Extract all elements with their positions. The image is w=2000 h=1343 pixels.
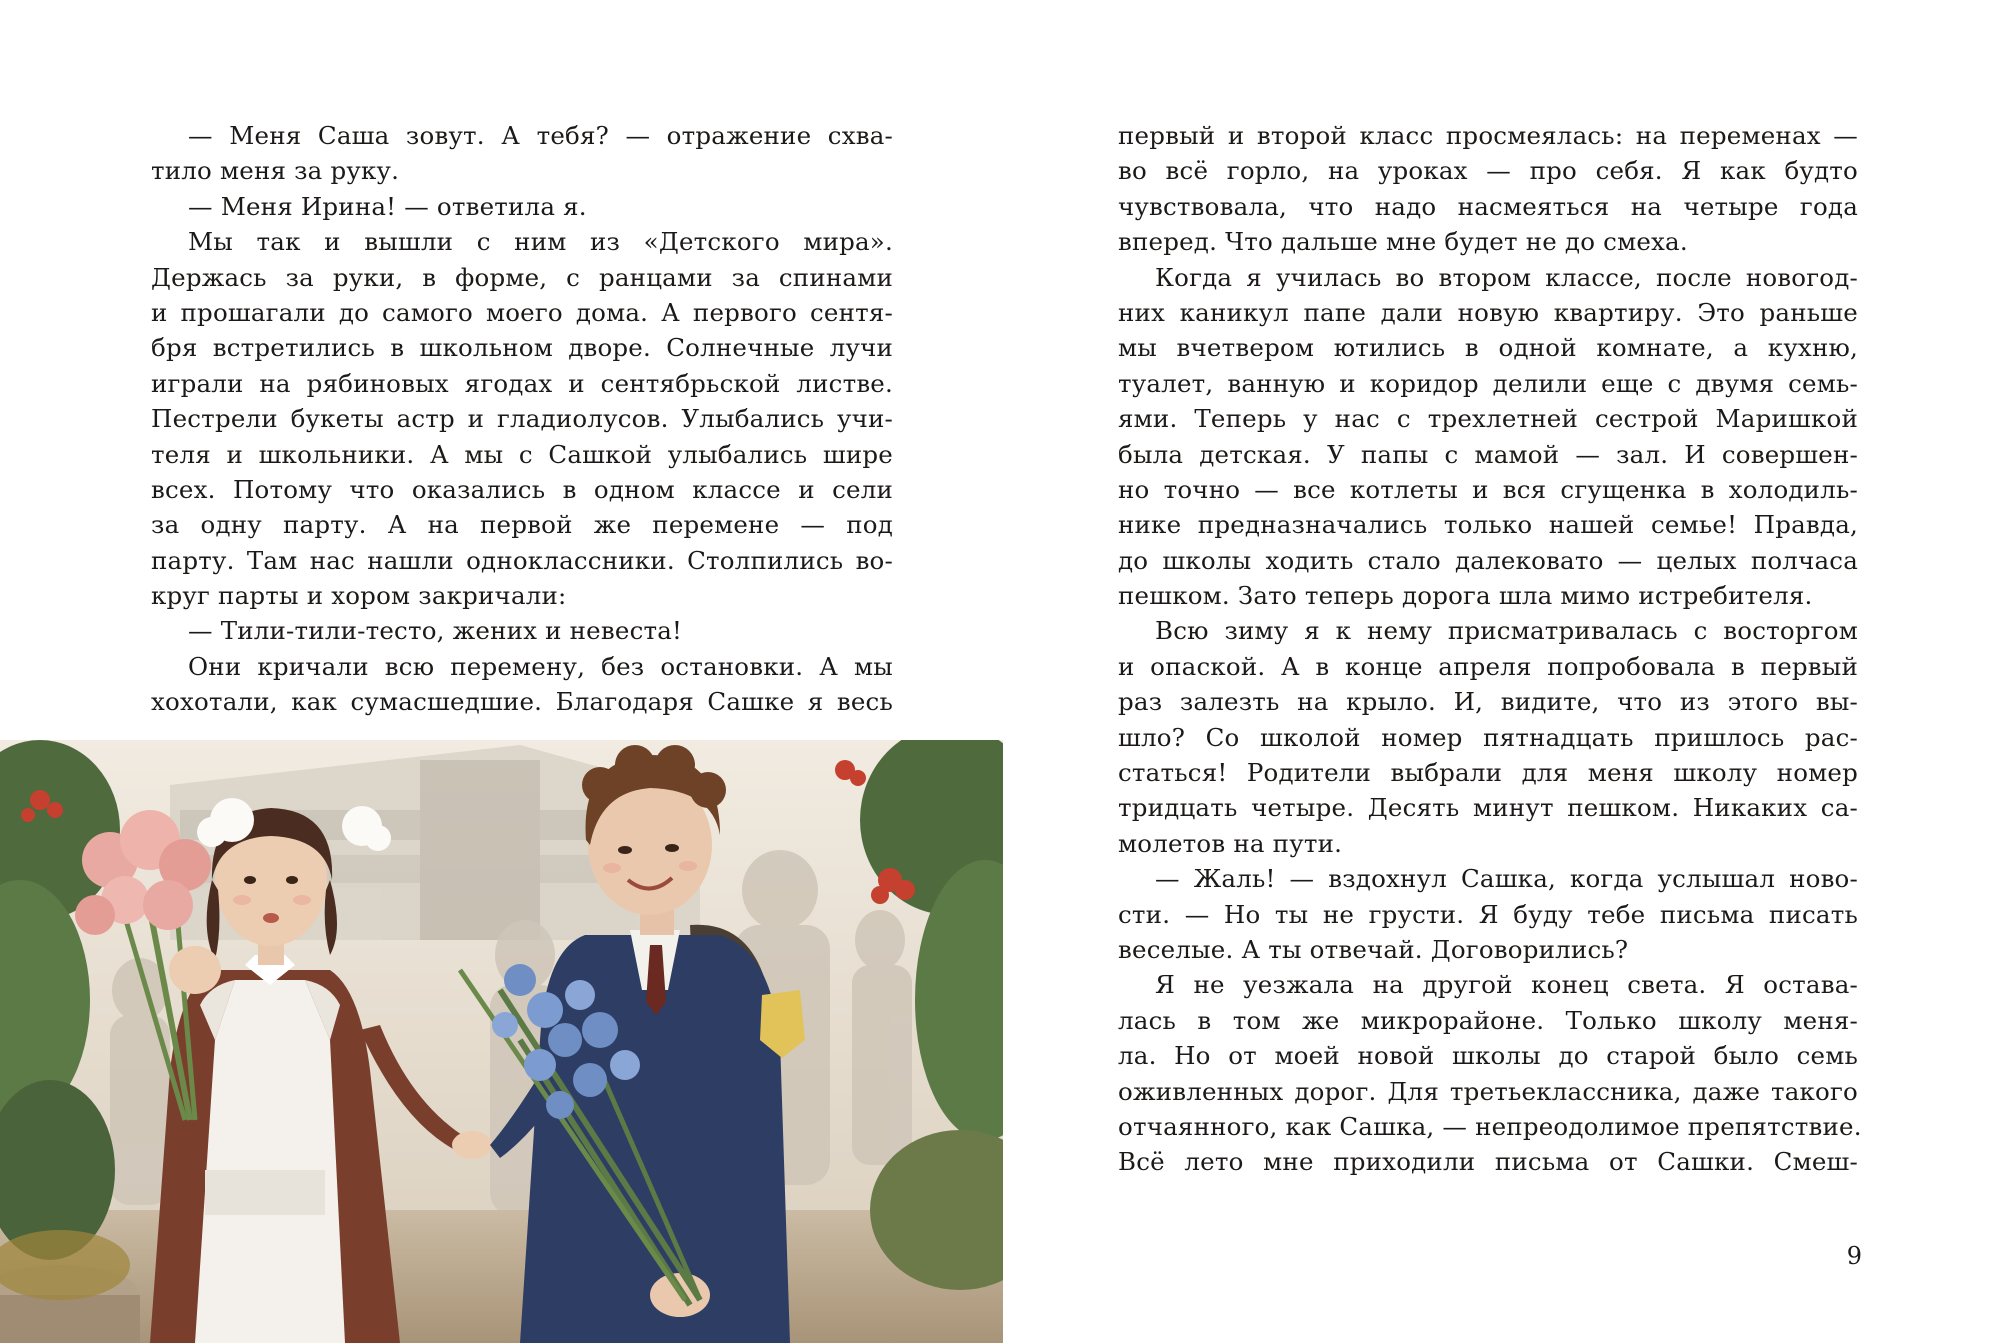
text-line: веселые. А ты отвечай. Договорились? xyxy=(1118,934,1629,964)
text-line: и опаской. А в конце апреля попробовала в первый xyxy=(1118,651,1858,681)
text-line: — Меня Саша зовут. А тебя? — отражение схва- xyxy=(188,121,893,150)
text-line: теля и школьники. А мы с Сашкой улыбались шире xyxy=(151,439,893,469)
text-line: тило меня за руку. xyxy=(151,156,400,186)
text-line: шло? Со школой номер пятнадцать пришлось рас- xyxy=(1118,722,1858,752)
text-line: бря встретились в школьном дворе. Солнечные лучи xyxy=(151,333,893,363)
text-line: но точно — все котлеты и вся сгущенка в холодиль- xyxy=(1118,474,1858,504)
text-line: первый и второй класс просмеялась: на переменах — xyxy=(1118,121,1858,150)
text-line: них каникул папе дали новую квартиру. Это раньше xyxy=(1118,297,1858,327)
text-line: чувствовала, что надо насмеяться на четыре года xyxy=(1118,191,1858,221)
text-line: была детская. У папы с мамой — зал. И совершен- xyxy=(1118,439,1858,469)
text-line: круг парты и хором закричали: xyxy=(151,581,567,611)
page-number: 9 xyxy=(1846,1242,1862,1270)
text-line: во всё горло, на уроках — про себя. Я как будто xyxy=(1118,156,1858,186)
text-line: Мы так и вышли с ним из «Детского мира». xyxy=(188,227,893,257)
text-line: отчаянного, как Сашка, — непреодолимое препятствие. xyxy=(1118,1111,1862,1141)
text-line: всех. Потому что оказались в одном классе и сели xyxy=(151,474,893,504)
text-line: Держась за руки, в форме, с ранцами за спинами xyxy=(151,262,893,292)
text-line: молетов на пути. xyxy=(1118,828,1343,858)
ground xyxy=(0,1210,1003,1343)
right-page xyxy=(1000,0,2000,1343)
left-text-column xyxy=(151,118,893,720)
text-line: ями. Теперь у нас с трехлетней сестрой Маришкой xyxy=(1118,404,1858,434)
text-line: хохотали, как сумасшедшие. Благодаря Сашке я весь xyxy=(151,687,893,717)
text-line: играли на рябиновых ягодах и сентябрьской листве. xyxy=(151,368,893,398)
text-line: вперед. Что дальше мне будет не до смеха. xyxy=(1118,227,1688,257)
text-line: тридцать четыре. Десять минут пешком. Никаких са- xyxy=(1118,793,1858,823)
text-line: ла. Но от моей новой школы до старой было семь xyxy=(1118,1041,1858,1071)
text-line: за одну парту. А на первой же перемене — под xyxy=(151,510,893,540)
text-line: сти. — Но ты не грусти. Я буду тебе письма писать xyxy=(1118,899,1858,929)
text-line: Всё лето мне приходили письма от Сашки. Смеш- xyxy=(1118,1147,1858,1177)
text-line: — Тили-тили-тесто, жених и невеста! xyxy=(188,616,683,646)
text-line: и прошагали до самого моего дома. А первого сентя- xyxy=(151,297,893,327)
flower-pot xyxy=(0,1230,140,1343)
text-line: мы вчетвером ютились в одной комнате, а кухню, xyxy=(1118,333,1858,363)
text-line: Пестрели букеты астр и гладиолусов. Улыбались учи- xyxy=(151,404,893,434)
text-line: — Жаль! — вздохнул Сашка, когда услышал ново- xyxy=(1155,864,1858,894)
text-line: Я не уезжала на другой конец света. Я остава- xyxy=(1155,970,1858,1000)
illustration xyxy=(0,740,1003,1343)
text-line: — Меня Ирина! — ответила я. xyxy=(188,191,587,221)
text-line: до школы ходить стало далековато — целых полчаса xyxy=(1118,545,1858,575)
text-line: оживленных дорог. Для третьеклассника, даже такого xyxy=(1118,1076,1858,1106)
right-text-column xyxy=(1118,118,1862,1180)
text-line: пешком. Зато теперь дорога шла мимо истребителя. xyxy=(1118,581,1813,611)
text-line: Всю зиму я к нему присматривалась с восторгом xyxy=(1155,616,1858,646)
text-line: нике предназначались только нашей семье! Правда, xyxy=(1118,510,1858,540)
text-line: Когда я училась во втором классе, после новогод- xyxy=(1155,262,1858,292)
text-line: статься! Родители выбрали для меня школу номер xyxy=(1118,758,1858,788)
text-line: Они кричали всю перемену, без остановки. А мы xyxy=(188,651,893,681)
text-line: туалет, ванную и коридор делили еще с двумя семь- xyxy=(1118,368,1858,398)
text-line: парту. Там нас нашли одноклассники. Столпились во- xyxy=(151,545,893,575)
text-line: раз залезть на крыло. И, видите, что из этого вы- xyxy=(1118,687,1858,717)
text-line: лась в том же микрорайоне. Только школу меня- xyxy=(1118,1005,1858,1035)
